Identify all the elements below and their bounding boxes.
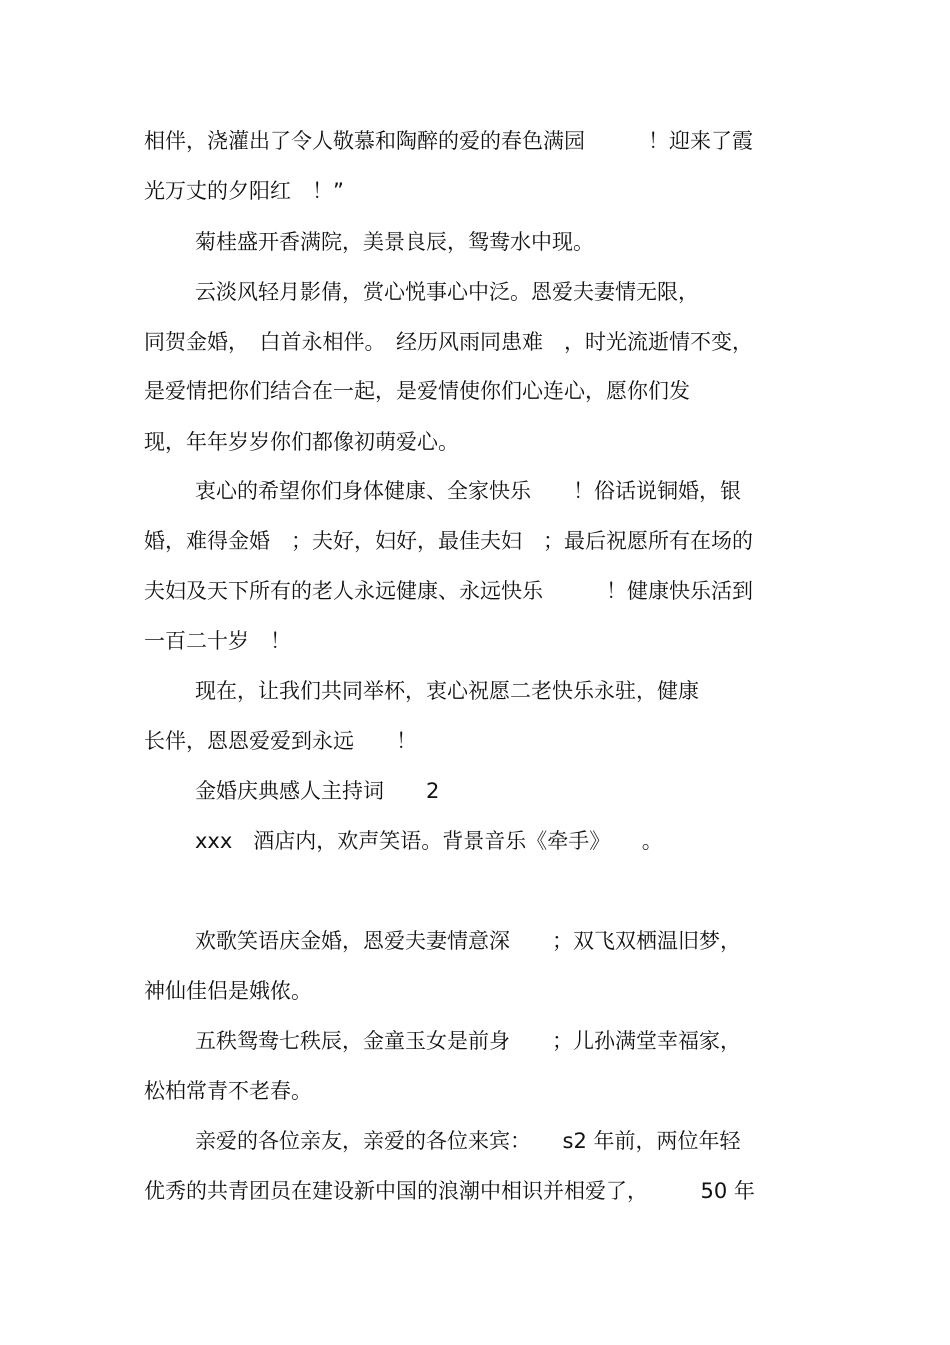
text-line: 光万丈的夕阳红 ！” [144,179,344,203]
text-line: 夫妇及天下所有的老人永远健康、永远快乐 ！健康快乐活到 [144,579,753,603]
text-line: 现，年年岁岁你们都像初萌爱心。 [144,430,459,454]
text-line: 神仙佳侣是娥侬。 [144,979,312,1003]
text-line: 是爱情把你们结合在一起，是爱情使你们心连心，愿你们发 [144,379,690,403]
text-line: xxx 酒店内，欢声笑语。背景音乐《牵手》 。 [195,829,663,853]
text-line: 衷心的希望你们身体健康、全家快乐 ！俗话说铜婚，银 [195,479,741,503]
section-heading: 金婚庆典感人主持词 2 [195,779,440,803]
text-line: 优秀的共青团员在建设新中国的浪潮中相识并相爱了， 50 年 [144,1179,755,1203]
text-line: 长伴，恩恩爱爱到永远 ！ [144,729,417,753]
text-line: 菊桂盛开香满院，美景良辰，鸳鸯水中现。 [195,230,594,254]
text-line: 亲爱的各位亲友，亲爱的各位来宾： s2 年前，两位年轻 [195,1129,741,1153]
text-line: 婚，难得金婚 ；夫好，妇好，最佳夫妇 ；最后祝愿所有在场的 [144,529,753,553]
text-line: 同贺金婚， 白首永相伴。 经历风雨同患难 ，时光流逝情不变， [144,330,753,354]
text-line: 现在，让我们共同举杯，衷心祝愿二老快乐永驻，健康 [195,679,699,703]
text-line: 松柏常青不老春。 [144,1079,312,1103]
text-line: 欢歌笑语庆金婚，恩爱夫妻情意深 ；双飞双栖温旧梦， [195,929,741,953]
text-line: 五秩鸳鸯七秩辰，金童玉女是前身 ；儿孙满堂幸福家， [195,1029,741,1053]
text-line: 相伴，浇灌出了令人敬慕和陶醉的爱的春色满园 ！迎来了霞 [144,129,753,153]
text-line: 一百二十岁 ！ [144,629,291,653]
text-line: 云淡风轻月影倩，赏心悦事心中泛。恩爱夫妻情无限， [195,280,699,304]
